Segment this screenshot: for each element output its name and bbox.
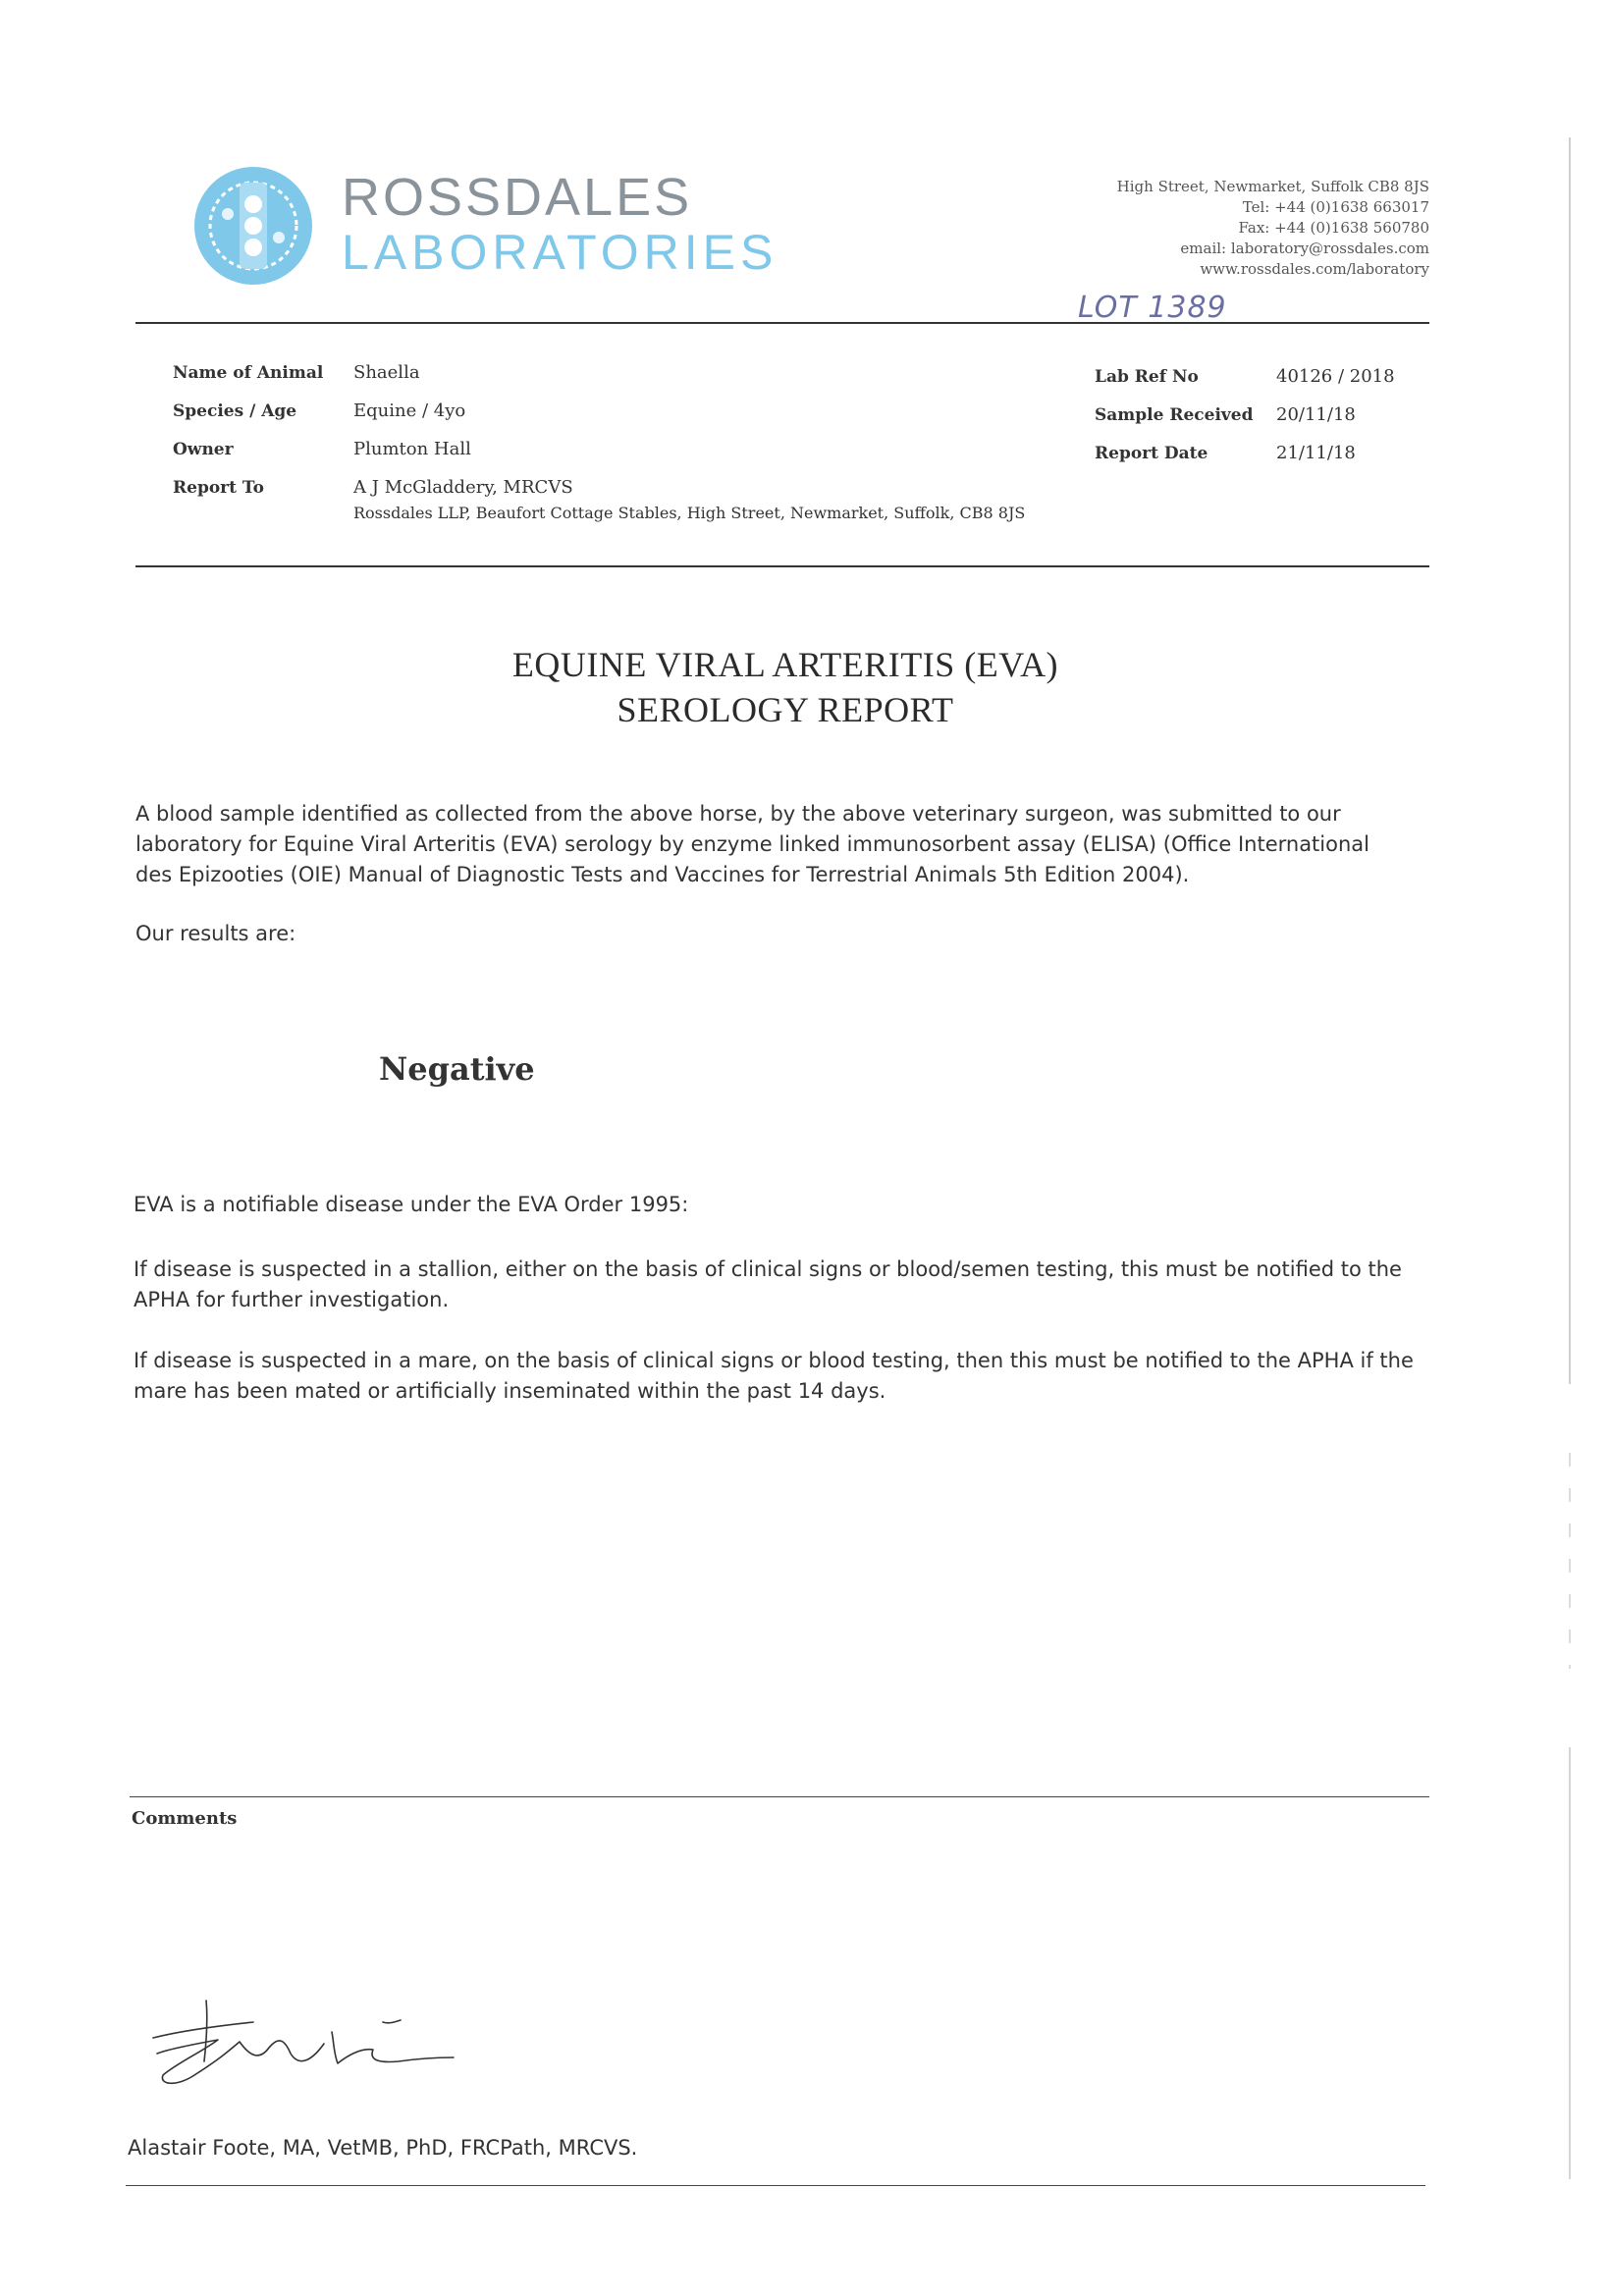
contact-fax: Fax: +44 (0)1638 560780 [1238, 219, 1429, 237]
note-stallion: If disease is suspected in a stallion, either on the basis of clinical signs or blood/semen testing, this must be notified to the APHA for further investigation. [134, 1257, 1402, 1311]
value-owner: Plumton Hall [353, 439, 471, 459]
label-lab-ref: Lab Ref No [1095, 367, 1199, 387]
company-name-line1: ROSSDALES [342, 168, 693, 227]
label-owner: Owner [173, 440, 234, 459]
header-divider [135, 322, 1429, 324]
value-report-to: A J McGladdery, MRCVS [353, 477, 573, 498]
details-divider [135, 565, 1429, 567]
note-mare: If disease is suspected in a mare, on the basis of clinical signs or blood testing, then this must be notified to the APHA if the mare has been mated or artificially inseminated within the past 14 days. [134, 1349, 1414, 1403]
result-value: Negative [379, 1050, 535, 1088]
label-report-date: Report Date [1095, 444, 1208, 463]
results-lead: Our results are: [135, 922, 296, 945]
company-logo-icon [192, 165, 314, 287]
report-title-line1: EQUINE VIRAL ARTERITIS (EVA) [511, 645, 1059, 684]
value-species-age: Equine / 4yo [353, 400, 466, 421]
comments-divider [130, 1796, 1429, 1797]
note-notifiable: EVA is a notifiable disease under the EVA Order 1995: [134, 1193, 689, 1216]
contact-block [1117, 177, 1429, 280]
report-title-line2: SEROLOGY REPORT [617, 690, 954, 729]
label-species-age: Species / Age [173, 401, 297, 421]
company-name-line2: LABORATORIES [342, 225, 778, 280]
footer-divider [126, 2185, 1425, 2186]
value-report-to-address: Rossdales LLP, Beaufort Cottage Stables, High Street, Newmarket, Suffolk, CB8 8JS [353, 504, 1026, 522]
label-report-to: Report To [173, 478, 264, 498]
signature-image [137, 1993, 461, 2101]
signatory-name: Alastair Foote, MA, VetMB, PhD, FRCPath, MRCVS. [128, 2136, 638, 2160]
comments-label: Comments [132, 1808, 238, 1829]
label-name-of-animal: Name of Animal [173, 363, 324, 383]
contact-email: email: laboratory@rossdales.com [1180, 240, 1429, 257]
value-sample-received: 20/11/18 [1276, 404, 1356, 425]
intro-paragraph: A blood sample identified as collected from the above horse, by the above veterinary surgeon, was submitted to our laboratory for Equine Viral Arteritis (EVA) serology by enzyme linked immunosorbent assay (ELISA) (Office International des Epizooties (OIE) Manual of Diagnostic Tests and Vaccines for Terrestrial Animals 5th Edition 2004). [135, 802, 1369, 886]
value-name-of-animal: Shaella [353, 362, 420, 383]
contact-website: www.rossdales.com/laboratory [1200, 260, 1429, 278]
scan-edge-marks [1567, 79, 1573, 2238]
label-sample-received: Sample Received [1095, 405, 1254, 425]
handwritten-lot-number: LOT 1389 [1078, 291, 1227, 325]
contact-tel: Tel: +44 (0)1638 663017 [1242, 198, 1429, 216]
contact-address: High Street, Newmarket, Suffolk CB8 8JS [1116, 178, 1429, 195]
value-report-date: 21/11/18 [1276, 443, 1356, 463]
value-lab-ref: 40126 / 2018 [1276, 366, 1395, 387]
